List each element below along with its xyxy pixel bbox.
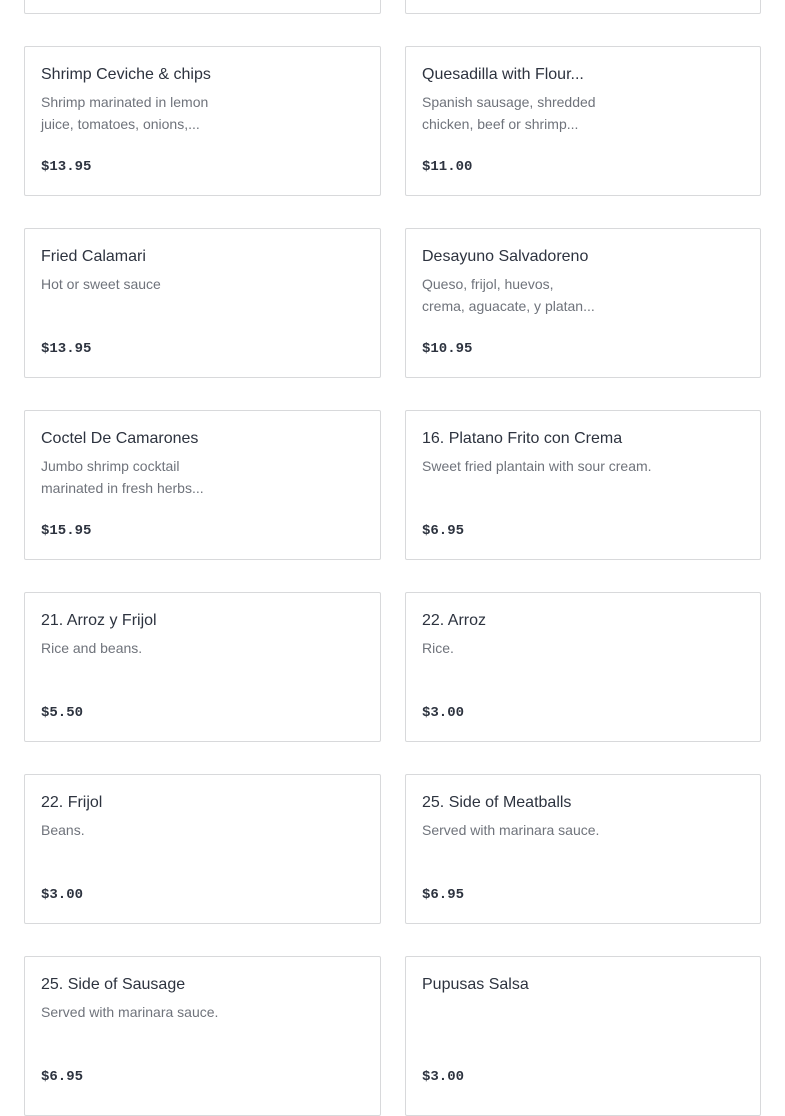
menu-item-card-partial[interactable] [24,0,381,14]
menu-item-description: Sweet fried plantain with sour cream. [422,458,652,474]
menu-item-price: $11.00 [422,159,473,175]
menu-item-price: $10.95 [422,341,473,357]
menu-item-price: $6.95 [422,887,465,903]
menu-item-card[interactable] [24,228,381,378]
menu-item-card[interactable] [24,956,381,1116]
menu-item-card[interactable] [24,410,381,560]
menu-item-name: Desayuno Salvadoreno [422,248,589,265]
menu-item-description: Served with marinara sauce. [41,1004,219,1020]
menu-item-name: Coctel De Camarones [41,430,199,447]
menu-item-price: $3.00 [41,887,84,903]
menu-item-name: 22. Arroz [422,612,487,629]
menu-item-description: Spanish sausage, shredded chicken, beef or shrimp... [422,94,596,132]
menu-item-card[interactable] [405,774,761,924]
menu-item-card[interactable] [24,592,381,742]
menu-item-card[interactable] [405,410,761,560]
menu-item-name: 16. Platano Frito con Crema [422,430,623,447]
menu-item-name: 21. Arroz y Frijol [41,612,157,629]
menu-item-card[interactable] [405,46,761,196]
menu-item-card[interactable] [405,956,761,1116]
menu-item-description: Served with marinara sauce. [422,822,600,838]
menu-item-price: $3.00 [422,705,465,721]
menu-item-description: Queso, frijol, huevos, crema, aguacate, y platan... [422,276,595,314]
menu-item-name: Shrimp Ceviche & chips [41,66,211,83]
menu-item-name: Quesadilla with Flour... [422,66,584,83]
menu-item-name: 25. Side of Meatballs [422,794,572,811]
menu-item-price: $13.95 [41,159,92,175]
menu-item-card[interactable] [405,592,761,742]
menu-item-card[interactable] [24,46,381,196]
menu-item-price: $3.00 [422,1069,465,1085]
menu-item-description: Rice. [422,640,454,656]
menu-item-name: 22. Frijol [41,794,103,811]
menu-item-description: Rice and beans. [41,640,143,656]
menu-item-price: $6.95 [41,1069,84,1085]
menu-item-description: Shrimp marinated in lemon juice, tomatoes, onions,... [41,94,209,132]
menu-item-card[interactable] [24,774,381,924]
menu-item-name: Fried Calamari [41,248,146,265]
menu-item-name: Pupusas Salsa [422,976,529,993]
menu-item-price: $5.50 [41,705,84,721]
menu-item-description: Beans. [41,822,85,838]
menu-item-price: $6.95 [422,523,465,539]
menu-item-price: $15.95 [41,523,92,539]
menu-item-description: Hot or sweet sauce [41,276,161,292]
menu-item-name: 25. Side of Sausage [41,976,186,993]
menu-item-card-partial[interactable] [405,0,761,14]
menu-item-price: $13.95 [41,341,92,357]
menu-item-card[interactable] [405,228,761,378]
menu-item-description: Jumbo shrimp cocktail marinated in fresh herbs... [41,458,204,496]
